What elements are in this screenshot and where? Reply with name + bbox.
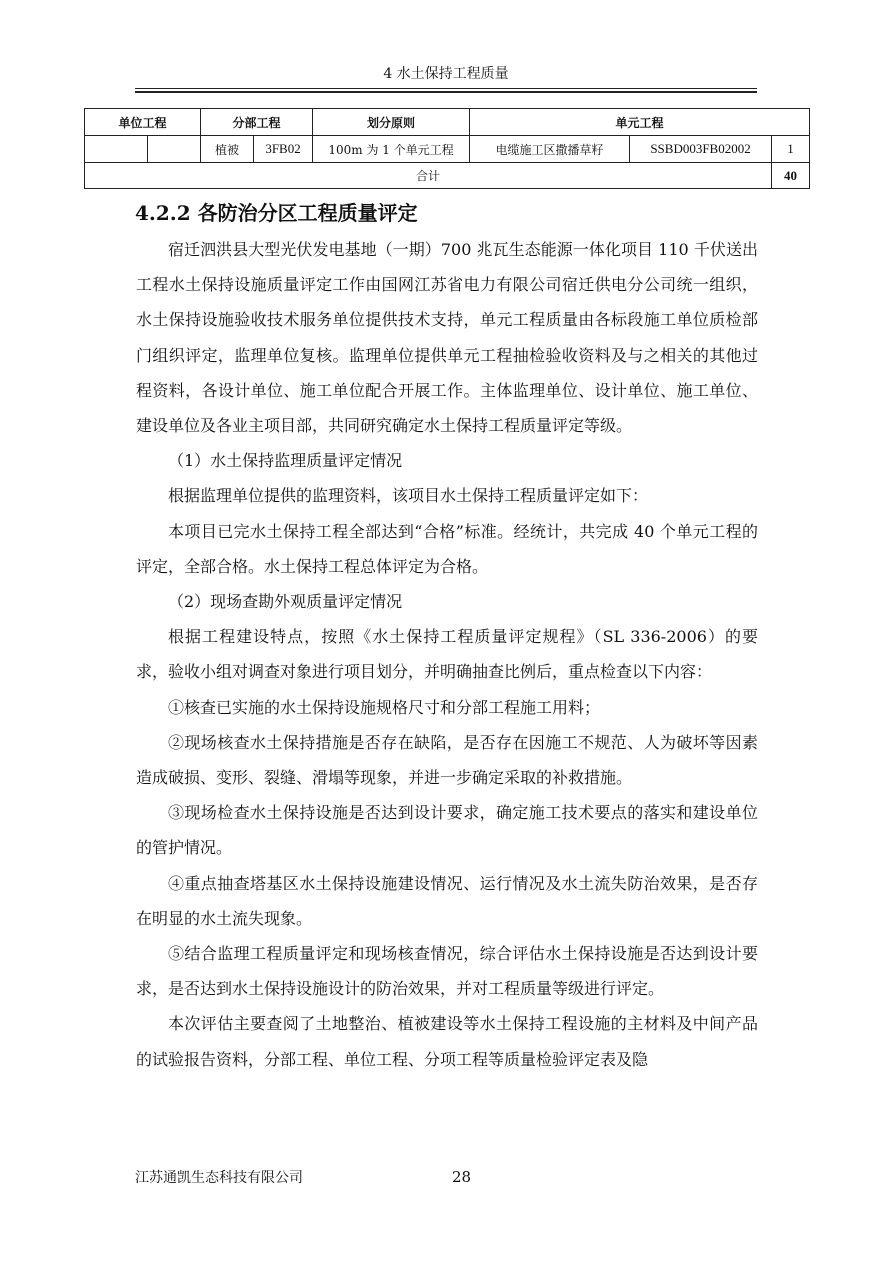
cell-element-code: SSBD003FB02002 xyxy=(630,136,772,163)
paragraph: 本次评估主要查阅了土地整治、植被建设等水土保持工程设施的主材料及中间产品的试验报告资料，分部工程、单位工程、分项工程等质量检验评定表及隐 xyxy=(136,1014,758,1069)
cell-element-name: 电缆施工区撒播草籽 xyxy=(470,136,630,163)
unit-project-table xyxy=(84,108,810,189)
cell-empty xyxy=(85,136,148,163)
body-text xyxy=(136,232,758,1077)
total-value: 40 xyxy=(772,163,810,189)
paragraph: 根据监理单位提供的监理资料，该项目水土保持工程质量评定如下： xyxy=(168,486,649,506)
paragraph: （2）现场查勘外观质量评定情况 xyxy=(168,592,403,612)
paragraph: ③现场检查水土保持设施是否达到设计要求，确定施工技术要点的落实和建设单位的管护情况。 xyxy=(136,803,758,858)
cell-empty xyxy=(148,136,201,163)
paragraph: ④重点抽查塔基区水土保持设施建设情况、运行情况及水土流失防治效果，是否存在明显的水土流失现象。 xyxy=(136,873,758,928)
paragraph: ①核查已实施的水土保持设施规格尺寸和分部工程施工用料； xyxy=(168,697,601,717)
footer-company: 江苏通凯生态科技有限公司 xyxy=(135,1170,303,1186)
cell-sub-code: 3FB02 xyxy=(254,136,313,163)
paragraph: ⑤结合监理工程质量评定和现场核查情况，综合评估水土保持设施是否达到设计要求，是否达到水土保持设施设计的防治效果，并对工程质量等级进行评定。 xyxy=(136,944,758,999)
table-row xyxy=(85,136,810,163)
paragraph: 本项目已完水土保持工程全部达到“合格”标准。经统计，共完成 40 个单元工程的评定，全部合格。水土保持工程总体评定为合格。 xyxy=(136,521,758,576)
header-rule xyxy=(135,88,757,89)
paragraph: ②现场核查水土保持措施是否存在缺陷，是否存在因施工不规范、人为破坏等因素造成破损、变形、裂缝、滑塌等现象，并进一步确定采取的补救措施。 xyxy=(136,732,758,788)
header-division-rule: 划分原则 xyxy=(313,109,470,136)
paragraph: （1）水土保持监理质量评定情况 xyxy=(168,451,403,471)
section-title: 4.2.2 各防治分区工程质量评定 xyxy=(135,201,418,225)
paragraph: 根据工程建设特点，按照《水土保持工程质量评定规程》（SL 336-2006）的要求，验收小组对调查对象进行项目划分，并明确抽查比例后，重点检查以下内容： xyxy=(136,627,758,682)
cell-sub-name: 植被 xyxy=(201,136,254,163)
table-total-row xyxy=(85,163,810,189)
total-label: 合计 xyxy=(85,163,772,189)
page-number: 28 xyxy=(452,1168,472,1186)
header-rule-thick xyxy=(135,91,757,93)
running-header: 4 水土保持工程质量 xyxy=(383,66,509,82)
header-unit-project: 单位工程 xyxy=(85,109,201,136)
header-sub-project: 分部工程 xyxy=(201,109,313,136)
cell-rule: 100m 为 1 个单元工程 xyxy=(313,136,470,163)
header-unit-element: 单元工程 xyxy=(470,109,810,136)
table-header-row xyxy=(85,109,810,136)
cell-count: 1 xyxy=(772,136,810,163)
paragraph: 宿迁泗洪县大型光伏发电基地（一期）700 兆瓦生态能源一体化项目 110 千伏送出工程水土保持设施质量评定工作由国网江苏省电力有限公司宿迁供电分公司统一组织，水土保持设施验收技术服务单位提供技术支持，单元工程质量由各标段施工单位质检部门组织评定，监理单位复核。监理单位提供单元工程抽检验收资料及与之相关的其他过程资料，各设计单位、施工单位配合开展工作。主体监理单位、设计单位、施工单位、建设单位及各业主项目部，共同研究确定水土保持工程质量评定等级。 xyxy=(136,240,758,436)
